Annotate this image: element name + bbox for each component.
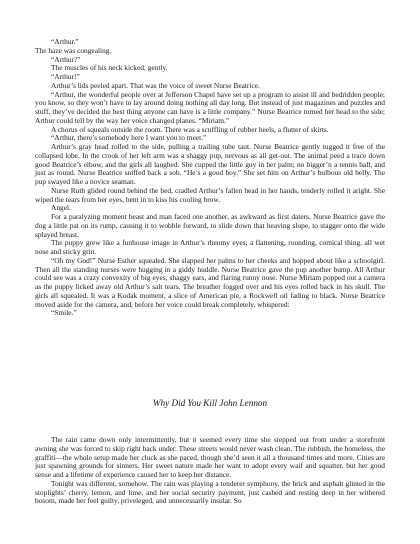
- paragraph: The puppy grew like a funhouse image in Arthur’s rheumy eyes; a flattening, rounding, comical thing, all wet nose and sticky grin.: [35, 238, 385, 256]
- paragraph: “Arthur!”: [51, 72, 80, 81]
- paragraph: A chorus of squeals outside the room. There was a scuffling of rubber heels, a flutter of skirts.: [51, 124, 329, 134]
- paragraph: Tonight was different, somehow. The rain was playing a tenderer symphony, the brick and asphalt glinted in the stoplights’ cherry, lemon, and lime, and her social security payment, just cashed and resting deep in her withered bosom, made her feel guilty, priveleged, and unnecessarily insular. So: [35, 478, 385, 506]
- paragraph: Angel.: [51, 203, 71, 213]
- paragraph: “Oh my God!” Nurse Esther squealed. She slapped her palms to her cheeks and hopped about like a schoolgirl. Then all the standing nurses were hugging in a giddy huddle. Nurse Beatrice gave the pup another bump. All Arthur could see was a crazy convexity of big eyes, shaggy ears, and flaring runny nose. Nurse Miriam popped out a camera as the puppy licked away old Arthur’s salt tears. The breather fogged over and his eyes rolled back in his skull. The girls all squealed. It was a Kodak moment, a slice of American pie, a Rockwell oil fading to black. Nurse Beatrice moved aside for the camera, and, before her voice could break completely, whispered:: [35, 255, 385, 309]
- chapter-title: Why Did You Kill John Lennon: [152, 398, 268, 408]
- paragraph: “Smile.”: [51, 308, 77, 318]
- paragraph: Nurse Ruth glided round behind the bed, cradled Arthur’s fallen head in her hands, tenderly rolled it aright. She wiped the tears from her eyes, bent in to kiss his cooling brow.: [35, 185, 385, 204]
- story-text-top: [35, 38, 385, 318]
- paragraph: “Arthur?”: [51, 54, 81, 64]
- paragraph: Arthur’s lids peeled apart. That was the voice of sweet Nurse Beatrice.: [51, 80, 260, 90]
- story-text-bottom: [35, 436, 385, 506]
- paragraph: For a paralyzing moment beast and man faced one another, as awkward as first daters. Nurse Beatrice gave the dog a little pat on its rump, causing it to wobble forward, to slide down that heaving slope, to stagger onto the wide splayed breast.: [35, 212, 385, 239]
- paragraph: “Arthur, the wonderful people over at Jefferson Chapel have set up a program to assist ill and bedridden people; you know, so they won’t have to lay around doing nothing all day long. But instead of just magazines and puzzles and stuff, they’ve decided the best thing anyone can have is a little company.” Nurse Beatrice turned her head to the side; Arthur could tell by the way her voice changed planes. “Miriam.”: [35, 89, 385, 125]
- paragraph: The rain came down only intermittently, but it seemed every time she stepped out from under a storefront awning she was forced to skip right back under. These streets would never wash clean. The rubbish, the homeless, the graffiti—the whole setup made her cluck as she paced, though she’d seen it all a thousand times and more. Cities are just spawning grounds for sinners. Her sweet nature made her want to adopt every waif and squatter, but her good sense and a lifetime of experience caused her to keep her distance.: [35, 435, 385, 479]
- paragraph: “Arthur.”: [51, 37, 79, 46]
- paragraph: “Arthur, there’s somebody here I want you to meet.”: [51, 133, 207, 143]
- paragraph: Arthur’s gray head rolled to the side, pulling a trailing tube taut. Nurse Beatrice gently tugged it free of the collapsed lobe. In the crook of her left arm was a shaggy pup, nervous as all get-out. The animal peed a trace down good Beatrice’s elbow, and the girls all laughed. She cupped the little guy in her palm; no bigger’n a tennis ball, and just as round. Nurse Beatrice sniffed back a sob. “He’s a good boy.” She set him on Arthur’s bulbous old belly. The pup swayed like a novice seaman.: [35, 142, 385, 186]
- paragraph: The muscles of his neck kicked, gently.: [51, 63, 168, 73]
- paragraph: The haze was congealing.: [35, 45, 112, 55]
